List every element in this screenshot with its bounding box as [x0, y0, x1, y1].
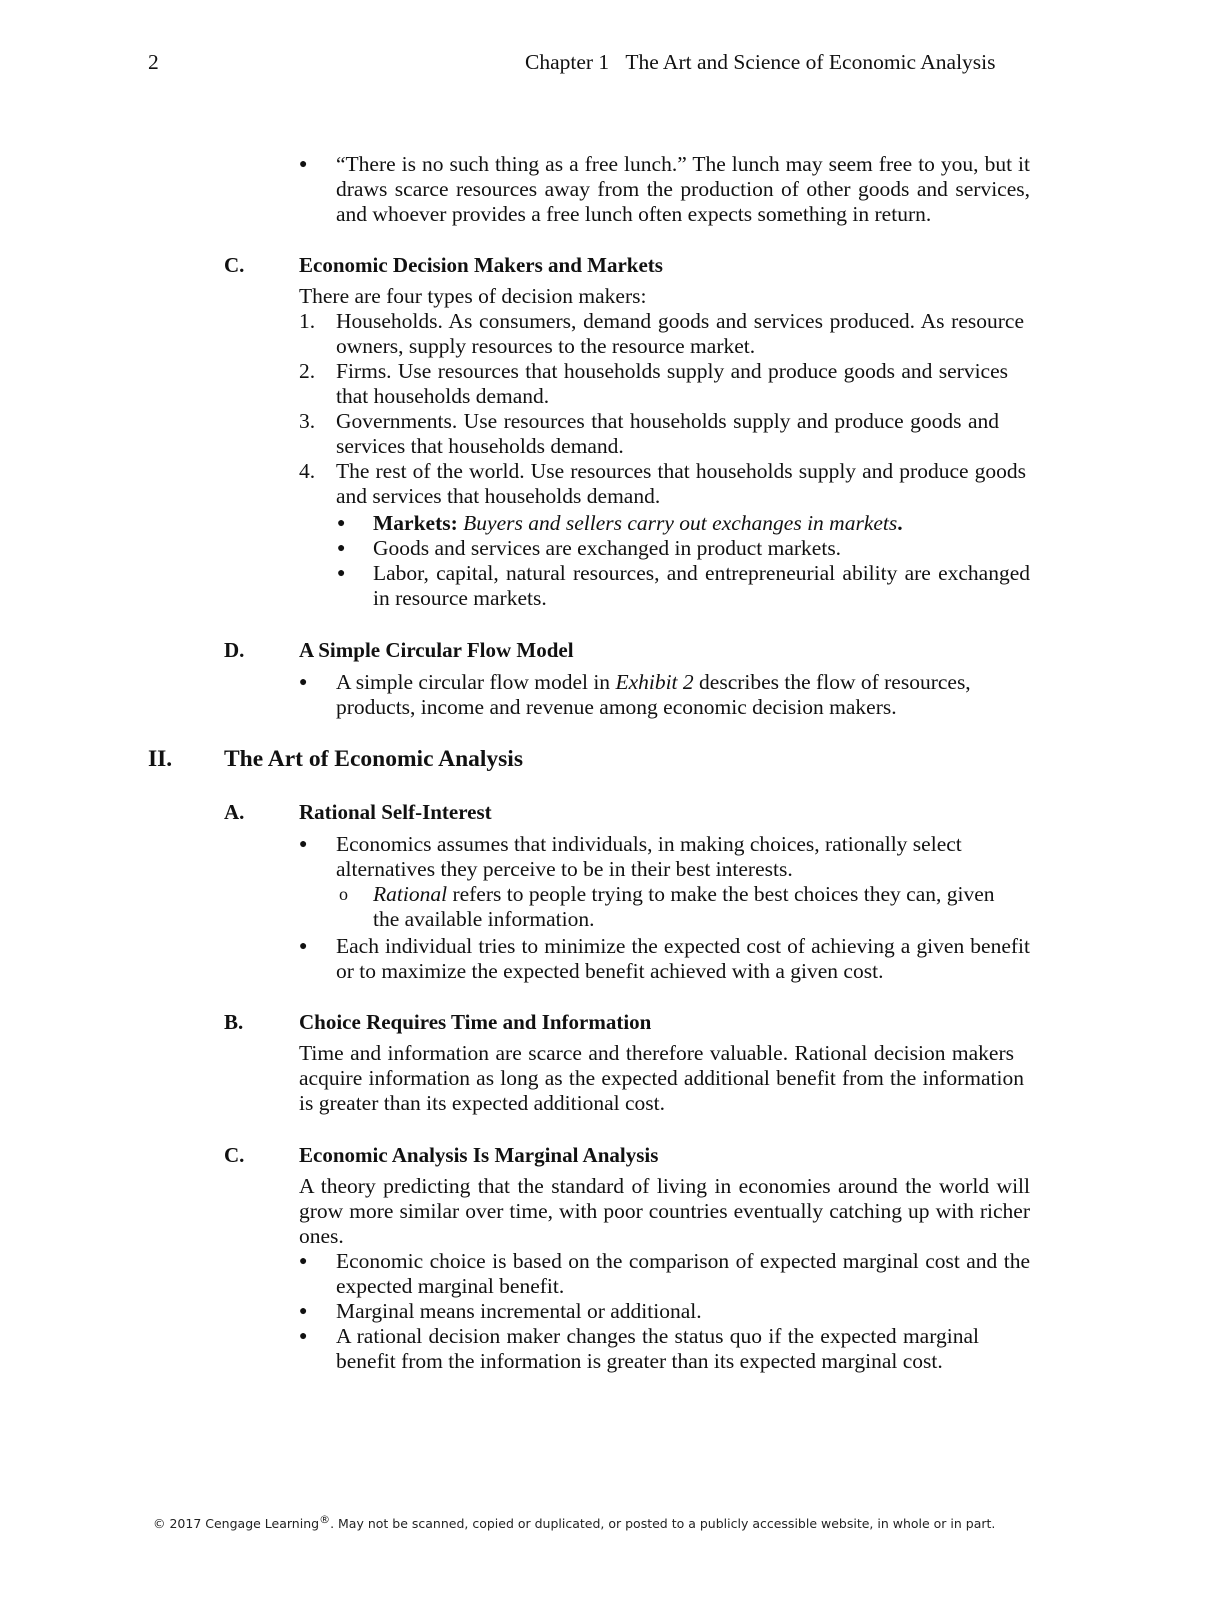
markets-label: Markets:: [373, 511, 458, 535]
list-item-line: Governments. Use resources that households supply and produce goods and: [336, 409, 999, 433]
bullet-line: expected marginal benefit.: [336, 1274, 565, 1298]
bullet-icon: ●: [299, 939, 308, 954]
section-heading: Rational Self-Interest: [299, 800, 492, 824]
bullet-icon: ●: [337, 516, 346, 531]
list-item-line: services that households demand.: [336, 434, 624, 458]
intro-text: There are four types of decision makers:: [299, 284, 647, 308]
list-item-line: and services that households demand.: [336, 484, 661, 508]
copyright-notice: . May not be scanned, copied or duplicated, or posted to a publicly accessible website, in whole or in part.: [330, 1516, 996, 1532]
bullet-line: Each individual tries to minimize the expected cost of achieving a given benefit: [336, 934, 1030, 958]
list-item-line: owners, supply resources to the resource market.: [336, 334, 756, 358]
markets-period: .: [897, 511, 903, 535]
bullet-icon: ●: [337, 541, 346, 556]
paragraph-line: Time and information are scarce and therefore valuable. Rational decision makers: [299, 1041, 1014, 1065]
bullet-icon: ●: [299, 1329, 308, 1344]
page-number: 2: [148, 50, 159, 74]
part-numeral: II.: [148, 746, 173, 772]
copyright-text: © 2017 Cengage Learning: [153, 1516, 320, 1532]
rational-definition: [373, 882, 995, 907]
paragraph-line: A theory predicting that the standard of living in economies around the world will: [299, 1174, 1030, 1198]
markets-definition: [373, 511, 903, 536]
list-item-line: Households. As consumers, demand goods and services produced. As resource: [336, 309, 1024, 333]
circular-flow-text: [336, 670, 971, 695]
text-run: A simple circular flow model in: [336, 670, 616, 694]
exhibit-reference: Exhibit 2: [615, 670, 694, 694]
bullet-line: or to maximize the expected benefit achieved with a given cost.: [336, 959, 884, 983]
top-bullet-line-2: draws scarce resources away from the production of other goods and services,: [336, 177, 1030, 201]
circle-bullet-icon: o: [339, 884, 348, 904]
list-item-line: that households demand.: [336, 384, 550, 408]
paragraph-line: grow more similar over time, with poor countries eventually catching up with richer: [299, 1199, 1030, 1223]
running-header: [525, 50, 996, 75]
text-run: refers to people trying to make the best choices they can, given: [447, 882, 995, 906]
text-run: describes the flow of resources,: [693, 670, 971, 694]
section-heading: Economic Decision Makers and Markets: [299, 253, 663, 277]
paragraph-line: is greater than its expected additional cost.: [299, 1091, 665, 1115]
copyright-footer: [153, 1513, 995, 1531]
chapter-label: Chapter 1: [525, 50, 610, 74]
part-heading: The Art of Economic Analysis: [224, 746, 523, 772]
bullet-line: benefit from the information is greater than its expected marginal cost.: [336, 1349, 943, 1373]
list-number: 1.: [299, 309, 316, 333]
list-number: 2.: [299, 359, 316, 383]
bullet-icon: ●: [299, 837, 308, 852]
sub-bullet-line: Labor, capital, natural resources, and entrepreneurial ability are exchanged: [373, 561, 1030, 585]
list-item-line: Firms. Use resources that households supply and produce goods and services: [336, 359, 1008, 383]
bullet-line: alternatives they perceive to be in their best interests.: [336, 857, 793, 881]
section-letter: D.: [224, 638, 245, 662]
bullet-line: A rational decision maker changes the status quo if the expected marginal: [336, 1324, 979, 1348]
bullet-icon: ●: [299, 675, 308, 690]
list-item-line: The rest of the world. Use resources that households supply and produce goods: [336, 459, 1026, 483]
bullet-line: Economic choice is based on the comparison of expected marginal cost and the: [336, 1249, 1030, 1273]
sub-bullet-line: in resource markets.: [373, 586, 547, 610]
chapter-title: The Art and Science of Economic Analysis: [625, 50, 996, 74]
top-bullet-line-3: and whoever provides a free lunch often expects something in return.: [336, 202, 932, 226]
list-number: 4.: [299, 459, 316, 483]
markets-text: Buyers and sellers carry out exchanges in markets: [463, 511, 898, 535]
sub-bullet-line: the available information.: [373, 907, 595, 931]
bullet-line: Marginal means incremental or additional.: [336, 1299, 702, 1323]
bullet-icon: ●: [299, 1254, 308, 1269]
section-letter: C.: [224, 1143, 245, 1167]
bullet-icon: ●: [299, 1304, 308, 1319]
list-number: 3.: [299, 409, 316, 433]
bullet-icon: ●: [299, 157, 308, 172]
circular-flow-text-line-2: products, income and revenue among economic decision makers.: [336, 695, 897, 719]
section-heading: A Simple Circular Flow Model: [299, 638, 574, 662]
sub-bullet-line: Goods and services are exchanged in product markets.: [373, 536, 842, 560]
bullet-icon: ●: [337, 566, 346, 581]
section-heading: Choice Requires Time and Information: [299, 1010, 652, 1034]
registered-mark: ®: [319, 1513, 331, 1526]
bullet-line: Economics assumes that individuals, in making choices, rationally select: [336, 832, 962, 856]
paragraph-line: acquire information as long as the expected additional benefit from the information: [299, 1066, 1024, 1090]
section-letter: A.: [224, 800, 245, 824]
section-letter: B.: [224, 1010, 244, 1034]
rational-term: Rational: [373, 882, 448, 906]
top-bullet-line-1: “There is no such thing as a free lunch.” The lunch may seem free to you, but it: [336, 152, 1030, 176]
section-letter: C.: [224, 253, 245, 277]
paragraph-line: ones.: [299, 1224, 344, 1248]
section-heading: Economic Analysis Is Marginal Analysis: [299, 1143, 659, 1167]
